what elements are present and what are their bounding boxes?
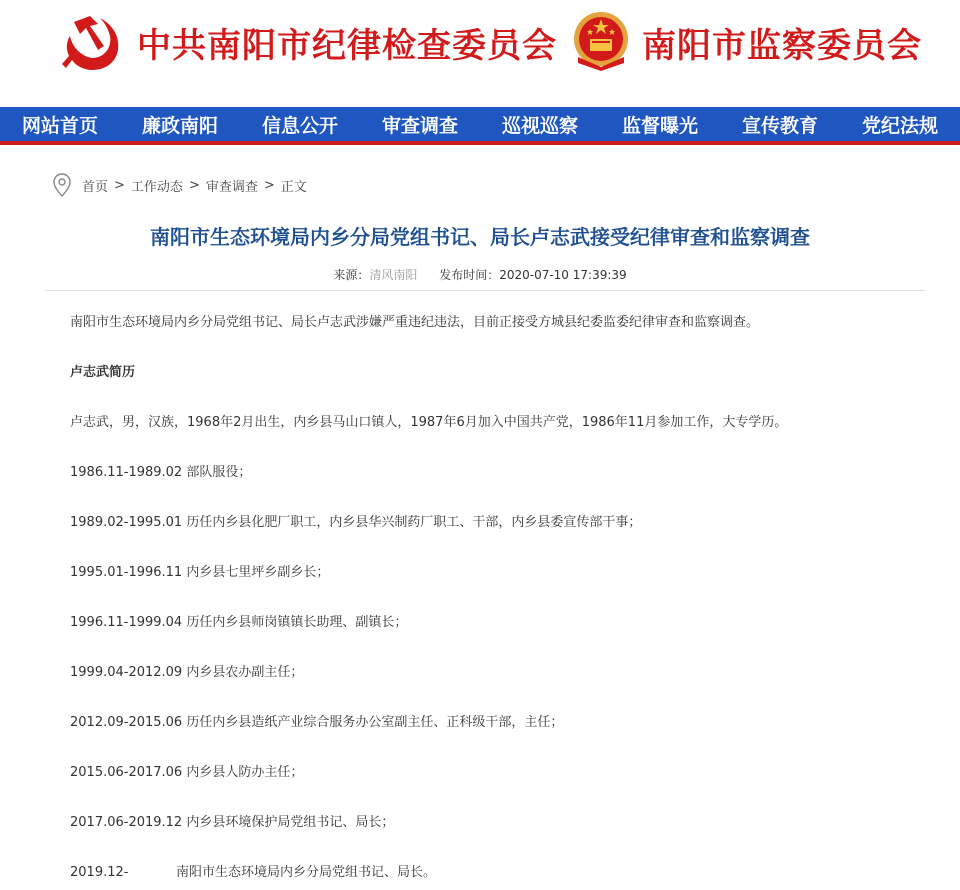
intro-paragraph: 南阳市生态环境局内乡分局党组书记、局长卢志武涉嫌严重违纪违法，目前正接受方城县纪委监委纪律审查和监察调查。 bbox=[70, 315, 760, 330]
title-divider bbox=[45, 290, 925, 291]
nav-item-inspection[interactable]: 巡视巡察 bbox=[501, 115, 578, 137]
source-value: 清风南阳 bbox=[369, 268, 418, 282]
nav-item-info-disclosure[interactable]: 信息公开 bbox=[261, 115, 338, 137]
breadcrumb bbox=[52, 172, 307, 198]
party-emblem-icon bbox=[60, 12, 124, 74]
article-title: 南阳市生态环境局内乡分局党组书记、局长卢志武接受纪律审查和监察调查 bbox=[150, 225, 810, 249]
article-meta bbox=[0, 266, 960, 283]
resume-entry: 1995.01-1996.11 内乡县七里坪乡副乡长； bbox=[70, 565, 330, 580]
supervision-title: 南阳市监察委员会 bbox=[642, 26, 922, 66]
breadcrumb-current: 正文 bbox=[280, 179, 307, 195]
breadcrumb-separator: > bbox=[114, 177, 125, 193]
source-label: 来源： bbox=[333, 268, 370, 282]
nav-item-integrity-nanyang[interactable]: 廉政南阳 bbox=[141, 115, 218, 137]
breadcrumb-separator: > bbox=[263, 177, 275, 193]
publish-time-label: 发布时间： bbox=[439, 268, 500, 282]
commission-title: 中共南阳市纪律检查委员会 bbox=[137, 26, 557, 66]
national-emblem-icon bbox=[570, 9, 632, 73]
breadcrumb-home[interactable]: 首页 bbox=[82, 179, 109, 195]
resume-period: 2019.12- bbox=[70, 865, 129, 880]
resume-entry: 1989.02-1995.01 历任内乡县化肥厂职工，内乡县华兴制药厂职工、干部，内乡县委宣传部干事； bbox=[70, 515, 642, 530]
resume-entry: 1996.11-1999.04 历任内乡县师岗镇镇长助理、副镇长； bbox=[70, 615, 408, 630]
article-body bbox=[70, 313, 930, 890]
resume-entry: 2015.06-2017.06 内乡县人防办主任； bbox=[70, 765, 304, 780]
nav-item-home[interactable]: 网站首页 bbox=[21, 115, 98, 137]
breadcrumb-work-news[interactable]: 工作动态 bbox=[130, 179, 183, 195]
resume-heading: 卢志武简历 bbox=[70, 365, 136, 380]
main-nav bbox=[0, 107, 960, 145]
resume-text: 南阳市生态环境局内乡分局党组书记、局长。 bbox=[176, 865, 437, 880]
breadcrumb-separator: > bbox=[188, 177, 200, 193]
bio-paragraph: 卢志武，男，汉族，1968年2月出生，内乡县马山口镇人，1987年6月加入中国共产党，1986年11月参加工作，大专学历。 bbox=[70, 415, 788, 430]
nav-item-party-regulations[interactable]: 党纪法规 bbox=[861, 115, 938, 137]
nav-item-supervision-exposure[interactable]: 监督曝光 bbox=[621, 115, 698, 137]
resume-entry: 2012.09-2015.06 历任内乡县造纸产业综合服务办公室副主任、正科级干部，主任； bbox=[70, 715, 564, 730]
breadcrumb-review-investigation[interactable]: 审查调查 bbox=[205, 179, 258, 195]
nav-item-review-investigation[interactable]: 审查调查 bbox=[381, 115, 458, 137]
resume-entry: 2017.06-2019.12 内乡县环境保护局党组书记、局长； bbox=[70, 815, 395, 830]
resume-entry: 1999.04-2012.09 内乡县农办副主任； bbox=[70, 665, 304, 680]
resume-entry-current bbox=[70, 863, 930, 890]
site-header bbox=[0, 0, 960, 107]
resume-entry: 1986.11-1989.02 部队服役； bbox=[70, 465, 252, 480]
nav-item-publicity-education[interactable]: 宣传教育 bbox=[741, 115, 818, 137]
publish-time-value: 2020-07-10 17:39:39 bbox=[499, 268, 627, 282]
location-pin-icon bbox=[52, 173, 72, 197]
